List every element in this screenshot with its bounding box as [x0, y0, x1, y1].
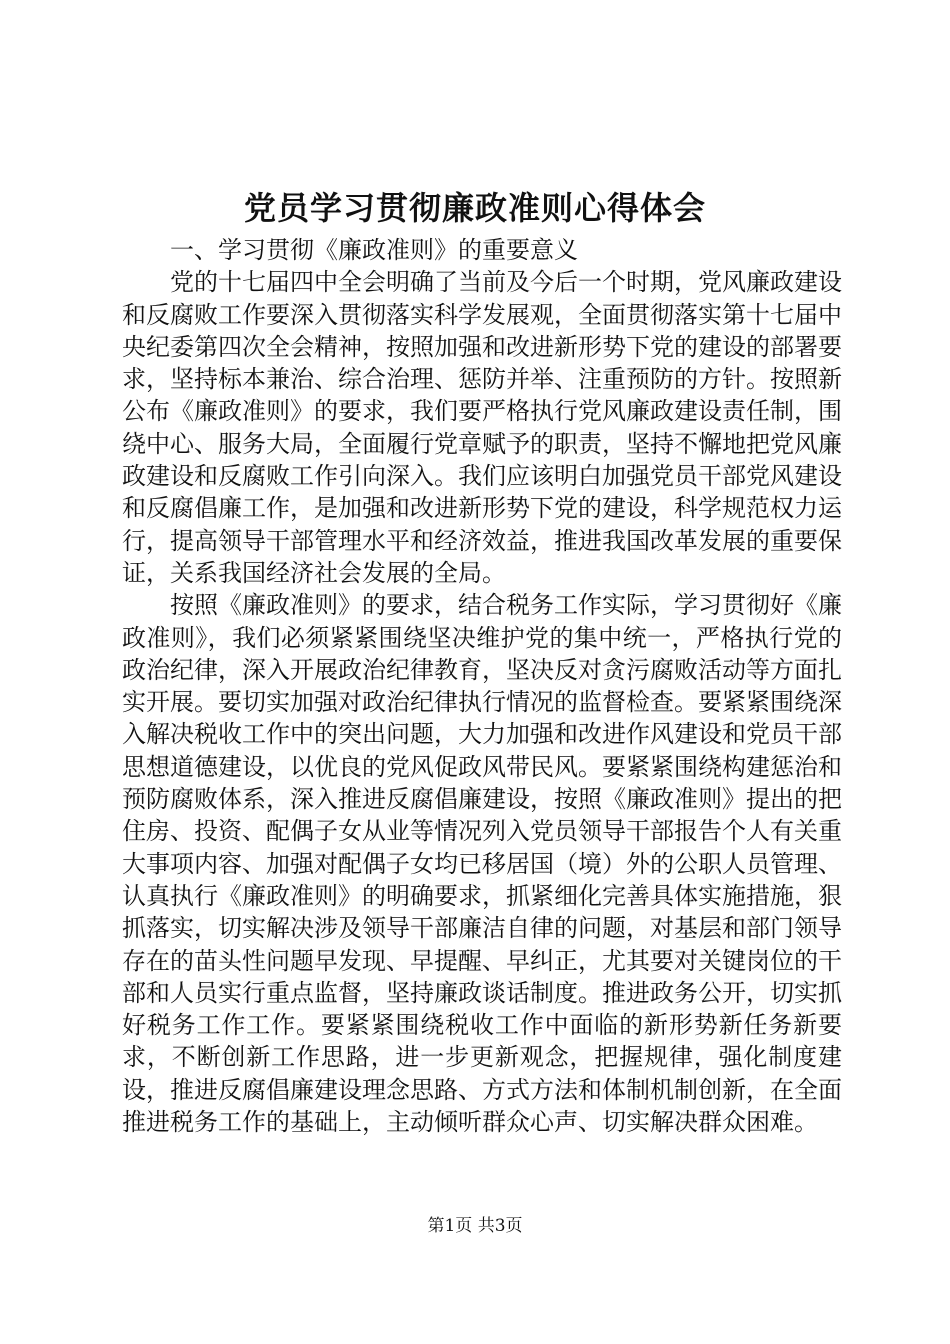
body-paragraph-1: 党的十七届四中全会明确了当前及今后一个时期，党风廉政建设和反腐败工作要深入贯彻落实科学发展观，全面贯彻落实第十七届中央纪委第四次全会精神，按照加强和改进新形势下党的建设的部署要求，坚持标本兼治、综合治理、惩防并举、注重预防的方针。按照新公布《廉政准则》的要求，我们要严格执行党风廉政建设责任制，围绕中心、服务大局，全面履行党章赋予的职责，坚持不懈地把党风廉政建设和反腐败工作引向深入。我们应该明白加强党员干部党风建设和反腐倡廉工作，是加强和改进新形势下党的建设，科学规范权力运行，提高领导干部管理水平和经济效益，推进我国改革发展的重要保证，关系我国经济社会发展的全局。: [122, 268, 842, 587]
document-body: [122, 234, 842, 1138]
body-paragraph-2: 按照《廉政准则》的要求，结合税务工作实际，学习贯彻好《廉政准则》，我们必须紧紧围绕坚决维护党的集中统一，严格执行党的政治纪律，深入开展政治纪律教育，坚决反对贪污腐败活动等方面扎实开展。要切实加强对政治纪律执行情况的监督检查。要紧紧围绕深入解决税收工作中的突出问题，大力加强和改进作风建设和党员干部思想道德建设，以优良的党风促政风带民风。要紧紧围绕构建惩治和预防腐败体系，深入推进反腐倡廉建设，按照《廉政准则》提出的把住房、投资、配偶子女从业等情况列入党员领导干部报告个人有关重大事项内容、加强对配偶子女均已移居国（境）外的公职人员管理、认真执行《廉政准则》的明确要求，抓紧细化完善具体实施措施，狠抓落实，切实解决涉及领导干部廉洁自律的问题，对基层和部门领导存在的苗头性问题早发现、早提醒、早纠正，尤其要对关键岗位的干部和人员实行重点监督，坚持廉政谈话制度。推进政务公开，切实抓好税务工作工作。要紧紧围绕税收工作中面临的新形势新任务新要求，不断创新工作思路，进一步更新观念，把握规律，强化制度建设，推进反腐倡廉建设理念思路、方式方法和体制机制创新，在全面推进税务工作的基础上，主动倾听群众心声、切实解决群众困难。: [122, 591, 842, 1137]
section-heading: 一、学习贯彻《廉政准则》的重要意义: [170, 236, 578, 264]
document-title: 党员学习贯彻廉政准则心得体会: [243, 189, 706, 227]
page-footer: 第1页 共3页: [427, 1216, 523, 1236]
